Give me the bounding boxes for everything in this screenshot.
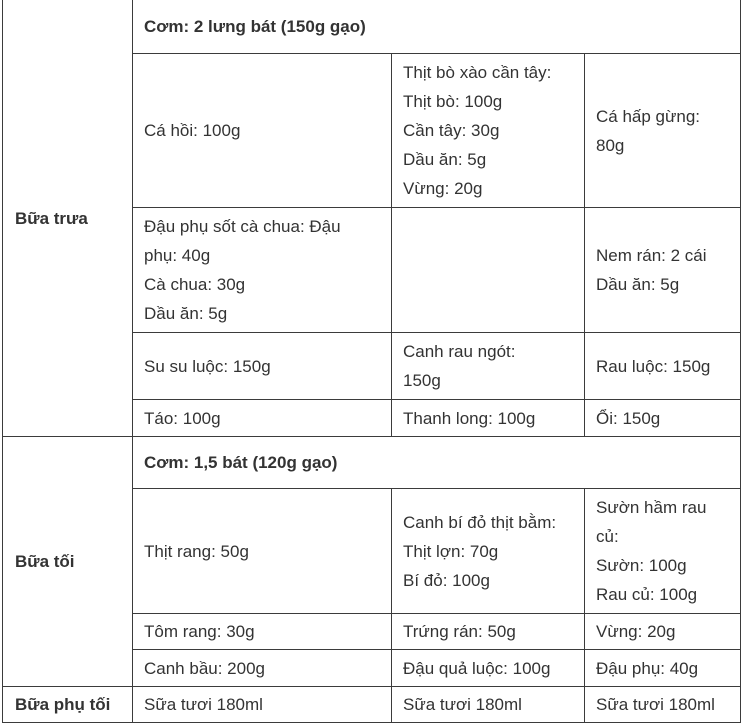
dish-cell: [392, 54, 585, 208]
dish-line: 80g: [596, 135, 625, 155]
dish-cell: [133, 614, 392, 650]
meal-plan-table: [2, 0, 741, 723]
dish-line: Sườn hầm rau: [596, 498, 707, 517]
dish-line: Thịt lợn: 70g: [403, 541, 499, 561]
dish-line: Táo: 100g: [144, 408, 221, 428]
dish-cell: [585, 489, 741, 614]
table-row: [3, 437, 741, 489]
dish-cell: [133, 333, 392, 400]
dish-line: 150g: [403, 371, 441, 390]
dish-line: Đậu quả luộc: 100g: [403, 658, 551, 678]
dish-cell: [133, 54, 392, 208]
dish-cell: [392, 650, 585, 687]
dish-line: Đậu phụ sốt cà chua: Đậu: [144, 217, 341, 236]
dish-line: Rau luộc: 150g: [596, 356, 711, 376]
dish-cell: [133, 400, 392, 437]
dish-line: Dầu ăn: 5g: [144, 304, 228, 323]
dish-line: Canh rau ngót:: [403, 342, 516, 361]
dish-cell: Sữa tươi 180ml: [392, 687, 585, 723]
dish-line: Cá hấp gừng:: [596, 106, 701, 126]
table-row: [3, 0, 741, 54]
dish-line: Dầu ăn: 5g: [596, 275, 680, 294]
meal-label-dinner: Bữa tối: [3, 437, 133, 687]
dish-cell: [133, 650, 392, 687]
dish-line: Su su luộc: 150g: [144, 356, 271, 376]
dish-cell: [585, 400, 741, 437]
dish-cell: [392, 400, 585, 437]
dish-cell: [585, 614, 741, 650]
dish-line: Đậu phụ: 40g: [596, 658, 699, 678]
dish-line: Thịt bò xào cần tây:: [403, 63, 552, 82]
dish-cell: [392, 489, 585, 614]
dish-line: phụ: 40g: [144, 246, 211, 265]
dish-line: củ:: [596, 527, 619, 546]
meal-label-snack: Bữa phụ tối: [3, 687, 133, 723]
dish-line: Cá hồi: 100g: [144, 121, 241, 140]
dish-line: Thịt rang: 50g: [144, 541, 249, 561]
dish-line: Canh bí đỏ thịt bằm:: [403, 512, 557, 532]
meal-label-lunch: Bữa trưa: [3, 0, 133, 437]
dish-line: Thanh long: 100g: [403, 408, 536, 428]
dish-cell: [392, 333, 585, 400]
dish-line: Rau củ: 100g: [596, 585, 698, 604]
dish-line: Vừng: 20g: [596, 622, 676, 641]
dish-line: Bí đỏ: 100g: [403, 570, 490, 590]
dish-cell: [585, 54, 741, 208]
dish-line: Tôm rang: 30g: [144, 622, 255, 641]
dish-line: Ổi: 150g: [596, 408, 661, 428]
dish-line: Cần tây: 30g: [403, 121, 500, 140]
dish-line: Trứng rán: 50g: [403, 622, 516, 641]
dish-line: Vừng: 20g: [403, 179, 483, 198]
dish-line: Thịt bò: 100g: [403, 92, 503, 111]
dish-cell: [392, 614, 585, 650]
dish-cell: Sữa tươi 180ml: [585, 687, 741, 723]
dish-line: Canh bầu: 200g: [144, 658, 265, 678]
dish-line: Nem rán: 2 cái: [596, 246, 707, 265]
rice-portion-lunch: Cơm: 2 lưng bát (150g gạo): [133, 0, 741, 54]
rice-portion-dinner: Cơm: 1,5 bát (120g gạo): [133, 437, 741, 489]
dish-line: Cà chua: 30g: [144, 275, 246, 294]
dish-cell: Sữa tươi 180ml: [133, 687, 392, 723]
dish-line: Sườn: 100g: [596, 556, 687, 575]
dish-cell: [585, 650, 741, 687]
dish-cell: [585, 208, 741, 333]
empty-cell: [392, 208, 585, 333]
dish-line: Dầu ăn: 5g: [403, 150, 487, 169]
dish-cell: [133, 489, 392, 614]
dish-cell: [585, 333, 741, 400]
dish-cell: [133, 208, 392, 333]
